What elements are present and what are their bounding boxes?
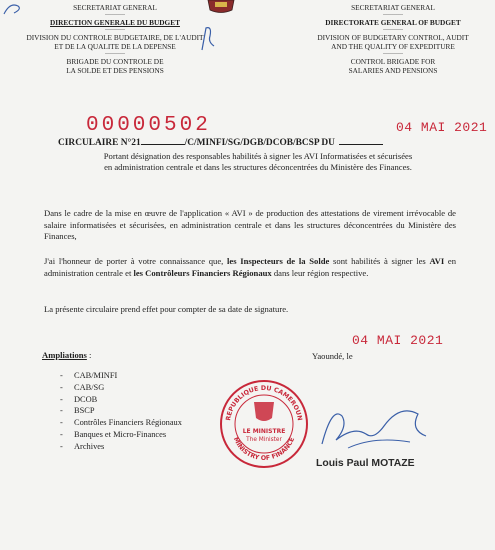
seal-center-2: The Minister <box>246 437 282 443</box>
header-left: SECRETARIAT GENERAL ---------- DIRECTION GENERALE DU BUDGET ---------- DIVISION DU CONTROLE BUDGETAIRE, DE L'AUDIT ET DE LA QUALITE DE LA DEPENSE ---------- BRIGADE DU CONTROLE DE LA SOLDE ET DES PENSIONS <box>10 3 220 75</box>
circular-reference <box>58 138 478 148</box>
ministry-seal-icon <box>218 378 310 470</box>
ampliation-item-label: CAB/MINFI <box>74 371 118 380</box>
seal-top-text: REPUBLIQUE DU CAMEROUN <box>225 384 303 422</box>
paragraph-designation: J'ai l'honneur de porter à votre connaissance que, les Inspecteurs de la Solde sont habilités à signer les AVI en administration centrale et les Contrôleurs Financiers Régionaux dans leur région respective. <box>44 256 457 278</box>
subject-line-2: en administration centrale et dans les structures déconcentrées du Ministère des Finances. <box>104 162 412 172</box>
ampliation-item-label: Archives <box>74 441 105 451</box>
ampliation-item <box>60 394 230 406</box>
paragraph-effect: La présente circulaire prend effet pour compter de sa date de signature. <box>44 304 289 314</box>
header-left-division-1: DIVISION DU CONTROLE BUDGETAIRE, DE L'AUDIT <box>26 33 204 42</box>
circular-subject <box>40 151 476 173</box>
subject-line-1: Portant désignation des responsables habilités à signer les AVI Informatisées et sécurisées <box>103 151 413 161</box>
list-bullet: - <box>60 382 63 392</box>
list-bullet: - <box>60 406 63 416</box>
header-left-secretariat: SECRETARIAT GENERAL <box>73 3 157 12</box>
controleurs-financiers: les Contrôleurs Financiers Régionaux <box>133 267 272 278</box>
header-right-brigade-1: CONTROL BRIGADE FOR <box>350 57 436 66</box>
header-right-division-2: AND THE QUALITY OF EXPEDITURE <box>331 42 455 51</box>
ampliation-item-label: Contrôles Financiers Régionaux <box>74 418 182 428</box>
ampliation-item <box>60 429 230 441</box>
list-bullet: - <box>60 441 63 451</box>
seal-center-1: LE MINISTRE <box>242 428 286 435</box>
date-stamp-top: 04 MAI 2021 <box>396 120 488 135</box>
ampliations-heading: Ampliations : <box>42 350 92 360</box>
header-left-direction: DIRECTION GENERALE DU BUDGET <box>50 18 180 27</box>
ampliations-title: Ampliations <box>42 350 87 360</box>
ampliation-item-label: CAB/SG <box>74 382 105 392</box>
header-right-secretariat: SECRETARIAT GENERAL <box>351 3 435 12</box>
header-right-division-1: DIVISION OF BUDGETARY CONTROL, AUDIT <box>317 33 469 42</box>
seal-bottom-text: MINISTRY OF FINANCE <box>231 436 297 463</box>
circular-reference-suffix: /C/MINFI/SG/DGB/DCOB/BCSP DU <box>184 138 335 148</box>
header-left-division-2: ET DE LA QUALITE DE LA DEPENSE <box>54 42 176 51</box>
header-left-brigade-1: BRIGADE DU CONTROLE DE <box>66 57 164 66</box>
inspecteurs-solde: les Inspecteurs de la Solde <box>227 256 330 266</box>
ampliations-list <box>60 370 230 453</box>
list-bullet: - <box>60 418 63 428</box>
list-bullet: - <box>60 429 63 439</box>
ampliation-item <box>60 441 230 453</box>
ampliation-item <box>60 405 230 417</box>
signature-place: Yaoundé, le <box>312 351 353 361</box>
header-right: SECRETARIAT GENERAL ---------- DIRECTORATE GENERAL OF BUDGET ---------- DIVISION OF BUDGETARY CONTROL, AUDIT AND THE QUALITY OF EXPEDITURE ---------- CONTROL BRIGADE FOR SALARIES AND PENSIONS <box>294 3 492 75</box>
header-right-brigade-2: SALARIES AND PENSIONS <box>348 66 438 75</box>
ampliation-item <box>60 382 230 394</box>
circular-reference-prefix: CIRCULAIRE N°21 <box>58 138 141 148</box>
signatory-name: Louis Paul MOTAZE <box>316 458 415 469</box>
paragraph-context: Dans le cadre de la mise en œuvre de l'application « AVI » de production des attestations de virement irrévocable de salaire informatisées et sécurisées, en administration centrale et dans les structures déconcentrées du Ministère des Finances, <box>44 208 456 242</box>
circular-number-stamp: 00000502 <box>86 114 211 137</box>
list-bullet: - <box>60 371 63 380</box>
date-stamp-signature: 04 MAI 2021 <box>352 333 444 348</box>
avi-term: AVI <box>429 256 445 266</box>
list-bullet: - <box>60 394 63 404</box>
handwritten-signature-icon <box>314 396 434 456</box>
ampliation-item <box>60 417 230 429</box>
header-left-brigade-2: LA SOLDE ET DES PENSIONS <box>66 66 164 75</box>
ampliation-item-label: DCOB <box>74 394 98 404</box>
ampliation-item <box>60 370 230 382</box>
header-right-direction: DIRECTORATE GENERAL OF BUDGET <box>325 18 461 27</box>
ampliation-item-label: BSCP <box>74 406 95 416</box>
ampliation-item-label: Banques et Micro-Finances <box>74 429 167 439</box>
